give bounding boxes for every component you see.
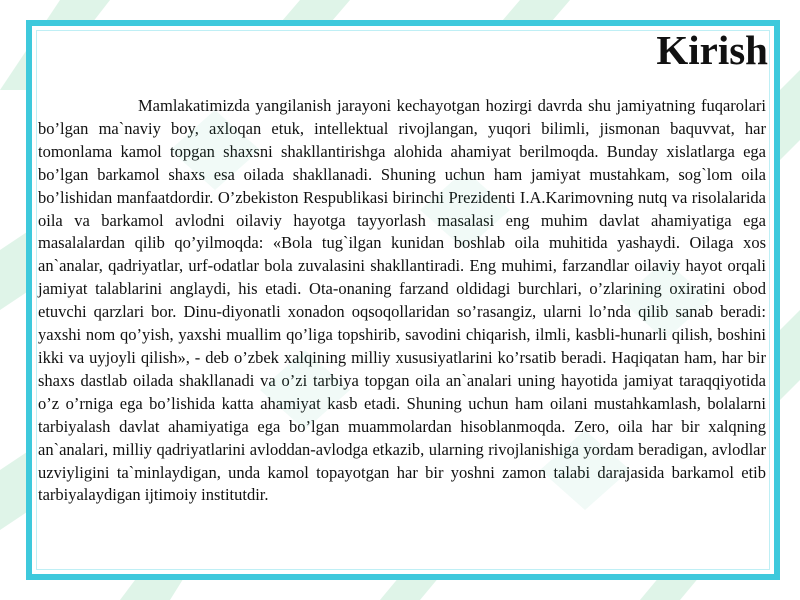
slide-title: Kirish — [656, 27, 768, 73]
slide-body-text: Mamlakatimizda yangilanish jarayoni kechayotgan hozirgi davrda shu jamiyatning fuqarolari bo’lgan ma`naviy boy, axloqan etuk, intellektual rivojlangan, yuqori bilimli, jismonan baquvvat, har tomonlama kamol topgan shaxsni shakllantirishga alohida ahamiyat berilmoqda. Bunday xislatlarga ega bo’lgan barkamol shaxs esa oilada shakllanadi. Shuning uchun ham jamiyat mustahkam, sog`lom oila bo’lishidan manfaatdordir. O’zbekiston Respublikasi birinchi Prezidenti I.A.Karimovning nutq va risolalarida oila va barkamol avlodni oilaviy hayotga tayyorlash masalasi eng muhim davlat ahamiyatiga ega masalalardan qilib qo’yilmoqda: «Bola tug`ilgan kunidan boshlab oila muhitida yashaydi. Oilaga xos an`analar, qadriyatlar, urf-odatlar bola zuvalasini shakllantiradi. Eng muhimi, farzandlar oilaviy hayot orqali jamiyat talablarini anglaydi, his etadi. Ota-onaning farzand oldidagi burchlari, o’zlarining oxiratini obod etuvchi qarzlari bor. Dinu-diyonatli xonadon oqsoqollaridan so’rasangiz, ularni lo’nda qilib sanab beradi: yaxshi nom qo’yish, yaxshi muallim qo’liga topshirib, savodini chiqarish, ilmli, kasbli-hunarli qilish, boshini ikki va uyjoyli qilish», - deb o’zbek xalqining milliy xususiyatlarini ko’rsatib beradi. Haqiqatan ham, har bir shaxs dastlab oilada shakllanadi va o’zi tarbiya topgan oila an`analari uning hayotida jamiyat taraqqiyotida o’z o’rniga ega bo’lishida katta ahamiyat kasb etadi. Shuning uchun ham oilani mustahkamlash, bolalarni tarbiyalash davlat ahamiyatiga ega bo’lgan muammolardan hisoblanmoqda. Zero, oila har bir xalqning an`analari, milliy qadriyatlarini avloddan-avlodga etkazib, ularning rivojlanishiga yordam beradigan, avlodlar uzviyligini ta`minlaydigan, unda kamol topayotgan har bir yoshni zamon talabi darajasida barkamol etib tarbiyalaydigan ijtimoiy institutdir. — [38, 96, 766, 505]
